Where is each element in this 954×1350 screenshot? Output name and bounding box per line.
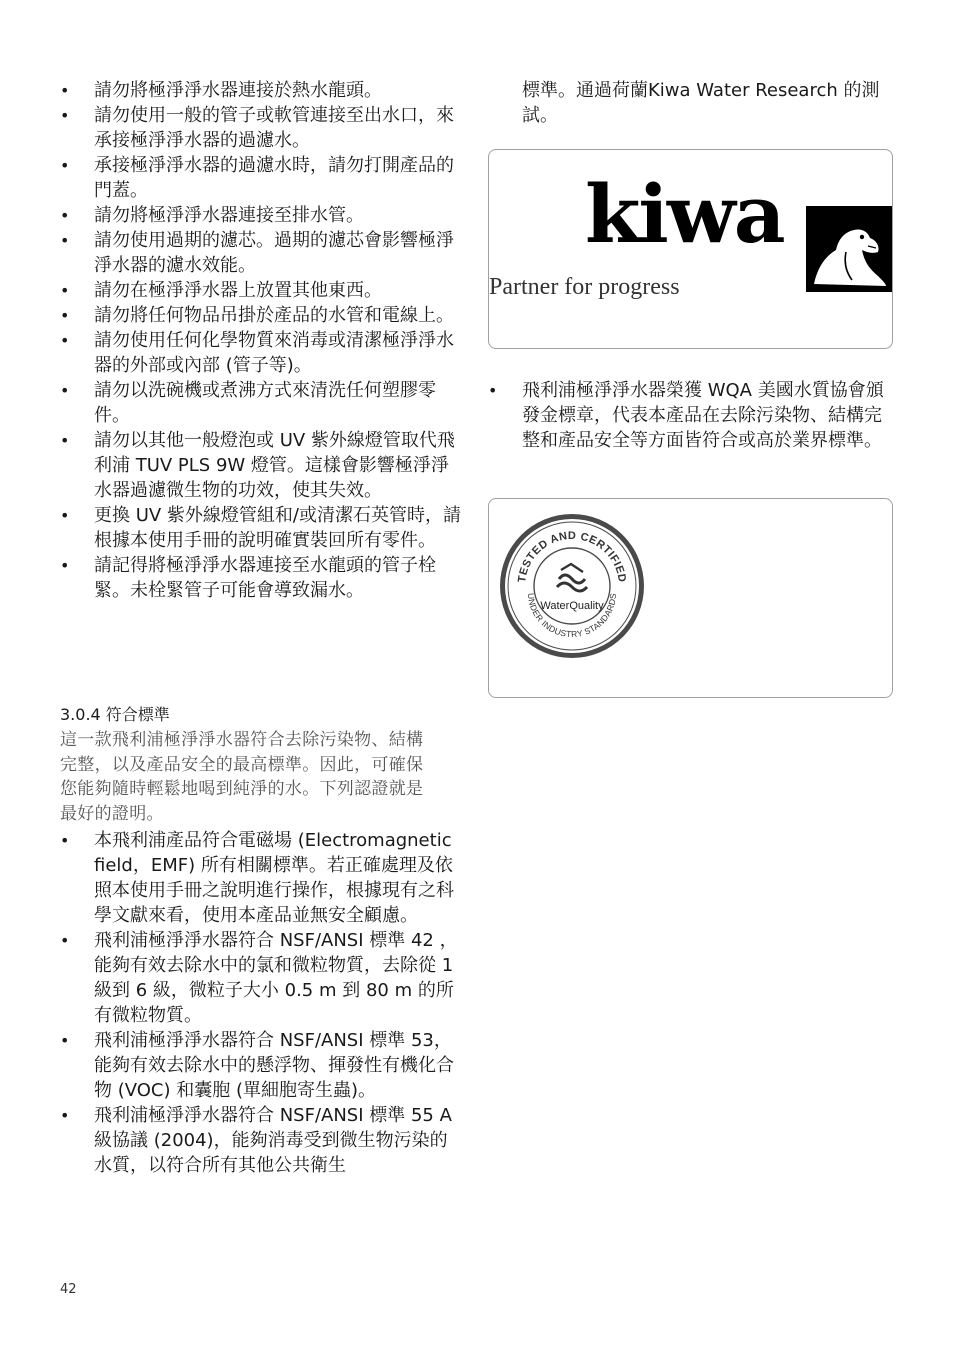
list-item: • 承接極淨淨水器的過濾水時，請勿打開產品的門蓋。: [60, 153, 465, 203]
beaver-icon: [806, 206, 892, 292]
section-intro: 這一款飛利浦極淨淨水器符合去除污染物、結構完整，以及產品安全的最高標準。因此，可確保您能夠隨時輕鬆地喝到純淨的水。下列認證就是最好的證明。: [60, 730, 424, 824]
seal-bottom-text: UNDER INDUSTRY STANDARDS: [525, 592, 619, 640]
page-number: 42: [60, 1282, 77, 1297]
compliance-list: [60, 828, 465, 1178]
kiwa-tagline: Partner for progress: [489, 274, 680, 300]
wqa-seal: [497, 511, 647, 661]
list-item: • 飛利浦極淨淨水器符合 NSF/ANSI 標準 42 ，能夠有效去除水中的氯和微粒物質，去除從 1 級到 6 級，微粒子大小 0.5 m 到 80 m 的所有微粒物質。: [60, 928, 465, 1028]
list-item: • 請勿在極淨淨水器上放置其他東西。: [60, 278, 465, 303]
list-item: • 請記得將極淨淨水器連接至水龍頭的管子栓緊。未栓緊管子可能會導致漏水。: [60, 553, 465, 603]
list-item: • 飛利浦極淨淨水器符合 NSF/ANSI 標準 53，能夠有效去除水中的懸浮物、揮發性有機化合物 (VOC) 和囊胞 (單細胞寄生蟲)。: [60, 1028, 465, 1103]
list-item: • 請勿將任何物品吊掛於產品的水管和電線上。: [60, 303, 465, 328]
kiwa-logo-word: kiwa: [585, 167, 784, 261]
list-item: • 請勿使用過期的濾芯。過期的濾芯會影響極淨淨水器的濾水效能。: [60, 228, 465, 278]
wqa-seal-box: [488, 498, 893, 698]
list-item: • 更換 UV 紫外線燈管組和/或清潔石英管時，請根據本使用手冊的說明確實裝回所有零件。: [60, 503, 465, 553]
section-heading: 3.0.4 符合標準: [60, 705, 170, 724]
list-item: • 本飛利浦產品符合電磁場 (Electromagnetic field，EMF) 所有相關標準。若正確處理及依照本使用手冊之說明進行操作，根據現有之科學文獻來看，使用本產品並無安全顧慮。: [60, 828, 465, 928]
seal-top-text: TESTED AND CERTIFIED: [516, 529, 628, 584]
continued-text: 標準。通過荷蘭Kiwa Water Research 的測試。: [522, 80, 880, 126]
list-item: • 請勿使用一般的管子或軟管連接至出水口，來承接極淨淨水器的過濾水。: [60, 103, 465, 153]
certification-list: [488, 378, 898, 453]
seal-center-text: WaterQuality: [540, 600, 604, 612]
list-item: • 請勿以其他一般燈泡或 UV 紫外線燈管取代飛利浦 TUV PLS 9W 燈管。這樣會影響極淨淨水器過濾微生物的功效，使其失效。: [60, 428, 465, 503]
prohibition-list: [60, 78, 465, 603]
list-item: • 請勿將極淨淨水器連接至排水管。: [60, 203, 465, 228]
list-item: • 飛利浦極淨淨水器榮獲 WQA 美國水質協會頒發金標章，代表本產品在去除污染物、結構完整和產品安全等方面皆符合或高於業界標準。: [488, 378, 898, 453]
list-item: • 請勿以洗碗機或煮沸方式來清洗任何塑膠零件。: [60, 378, 465, 428]
list-item: • 請勿將極淨淨水器連接於熱水龍頭。: [60, 78, 465, 103]
list-item: • 請勿使用任何化學物質來消毒或清潔極淨淨水器的外部或內部 (管子等)。: [60, 328, 465, 378]
kiwa-logo-box: [488, 149, 893, 349]
list-item: • 飛利浦極淨淨水器符合 NSF/ANSI 標準 55 A 級協議 (2004)，能夠消毒受到微生物污染的水質，以符合所有其他公共衛生: [60, 1103, 465, 1178]
